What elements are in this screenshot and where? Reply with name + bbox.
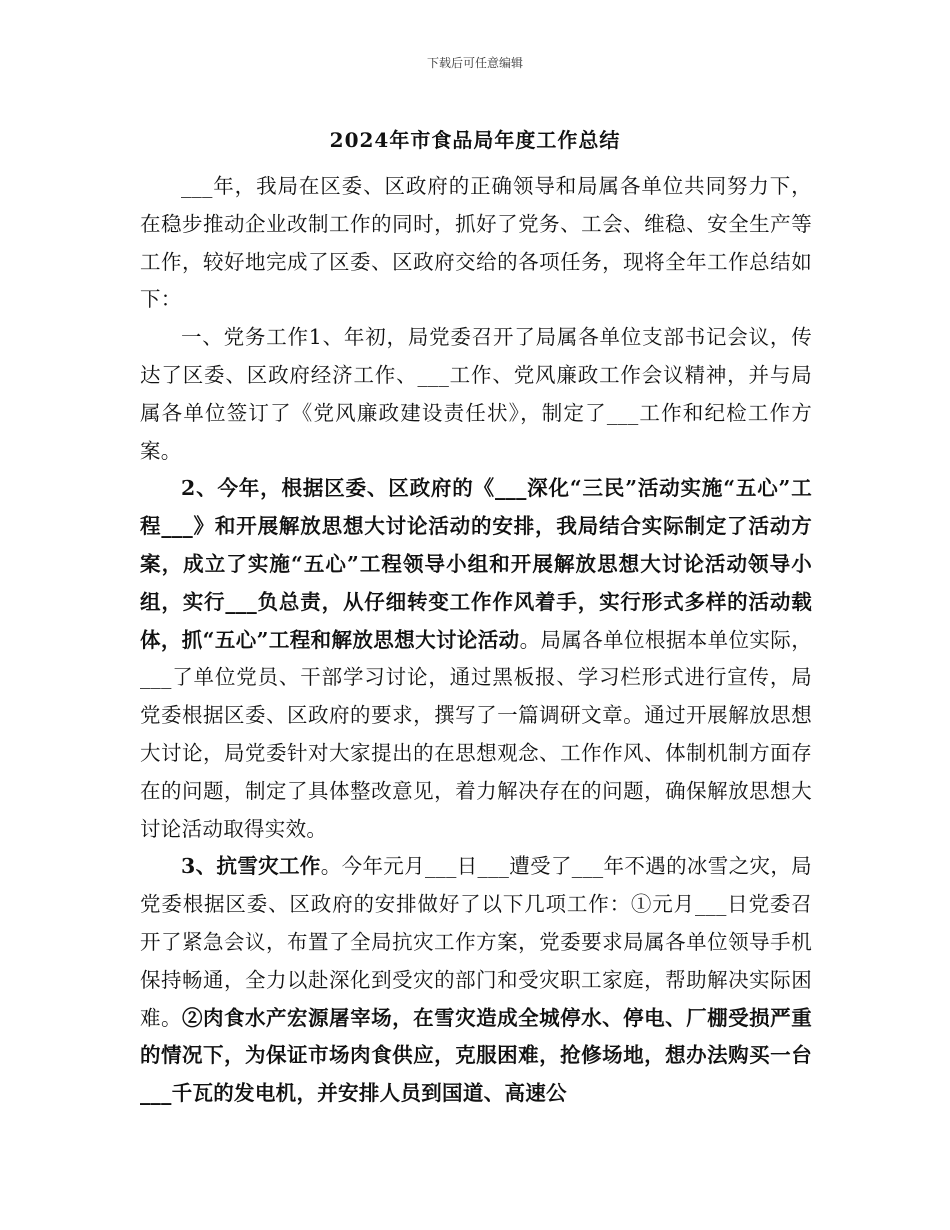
document-title: 2024年市食品局年度工作总结 — [329, 128, 621, 152]
text-run-bold: ②肉食水产宏源屠宰场，在雪灾造成全城停水、停电、厂棚受损严重的情况下，为保证市场肉食供应，克服困难，抢修场地，想办法购买一台___千瓦的发电机，并安排人员到国道、高速公 — [140, 1005, 812, 1106]
document-body — [140, 168, 812, 1113]
text-run-bold: 3、抗雪灾工作 — [181, 854, 321, 879]
paragraph-five-hearts — [140, 470, 812, 848]
text-run: 。局属各单位根据本单位实际，___了单位党员、干部学习讨论，通过黑板报、学习栏形式进行宣传，局党委根据区委、区政府的要求，撰写了一篇调研文章。通过开展解放思想大讨论，局党委针对大家提出的在思想观念、工作作风、体制机制方面存在的问题，制定了具体整改意见，着力解决存在的问题，确保解放思想大讨论活动取得实效。 — [140, 627, 812, 841]
text-run: ___年，我局在区委、区政府的正确领导和局属各单位共同努力下，在稳步推动企业改制工作的同时，抓好了党务、工会、维稳、安全生产等工作，较好地完成了区委、区政府交给的各项任务，现将全年工作总结如下： — [140, 174, 812, 312]
text-run: 一、党务工作1、年初，局党委召开了局属各单位支部书记会议，传达了区委、区政府经济工作、___工作、党风廉政工作会议精神，并与局属各单位签订了《党风廉政建设责任状》，制定了___工作和纪检工作方案。 — [140, 325, 812, 463]
paragraph-party-affairs — [140, 319, 812, 470]
paragraph-intro — [140, 168, 812, 319]
paragraph-snow-disaster — [140, 848, 812, 1113]
text-run-bold: 2、今年，根据区委、区政府的《___深化“三民”活动实施“五心”工程___》和开展解放思想大讨论活动的安排，我局结合实际制定了活动方案，成立了实施“五心”工程领导小组和开展解放思想大讨论活动领导小组，实行___负总责，从仔细转变工作作风着手，实行形式多样的活动载体，抓“五心”工程和解放思想大讨论活动 — [140, 476, 812, 652]
text-run: 。今年元月___日___遭受了___年不遇的冰雪之灾，局党委根据区委、区政府的安排做好了以下几项工作：①元月___日党委召开了紧急会议，布置了全局抗灾工作方案，党委要求局属各单位领导手机保持畅通，全力以赴深化到受灾的部门和受灾职工家庭，帮助解决实际困难。 — [140, 854, 812, 1030]
page-header-note: 下载后可任意编辑 — [426, 56, 523, 70]
